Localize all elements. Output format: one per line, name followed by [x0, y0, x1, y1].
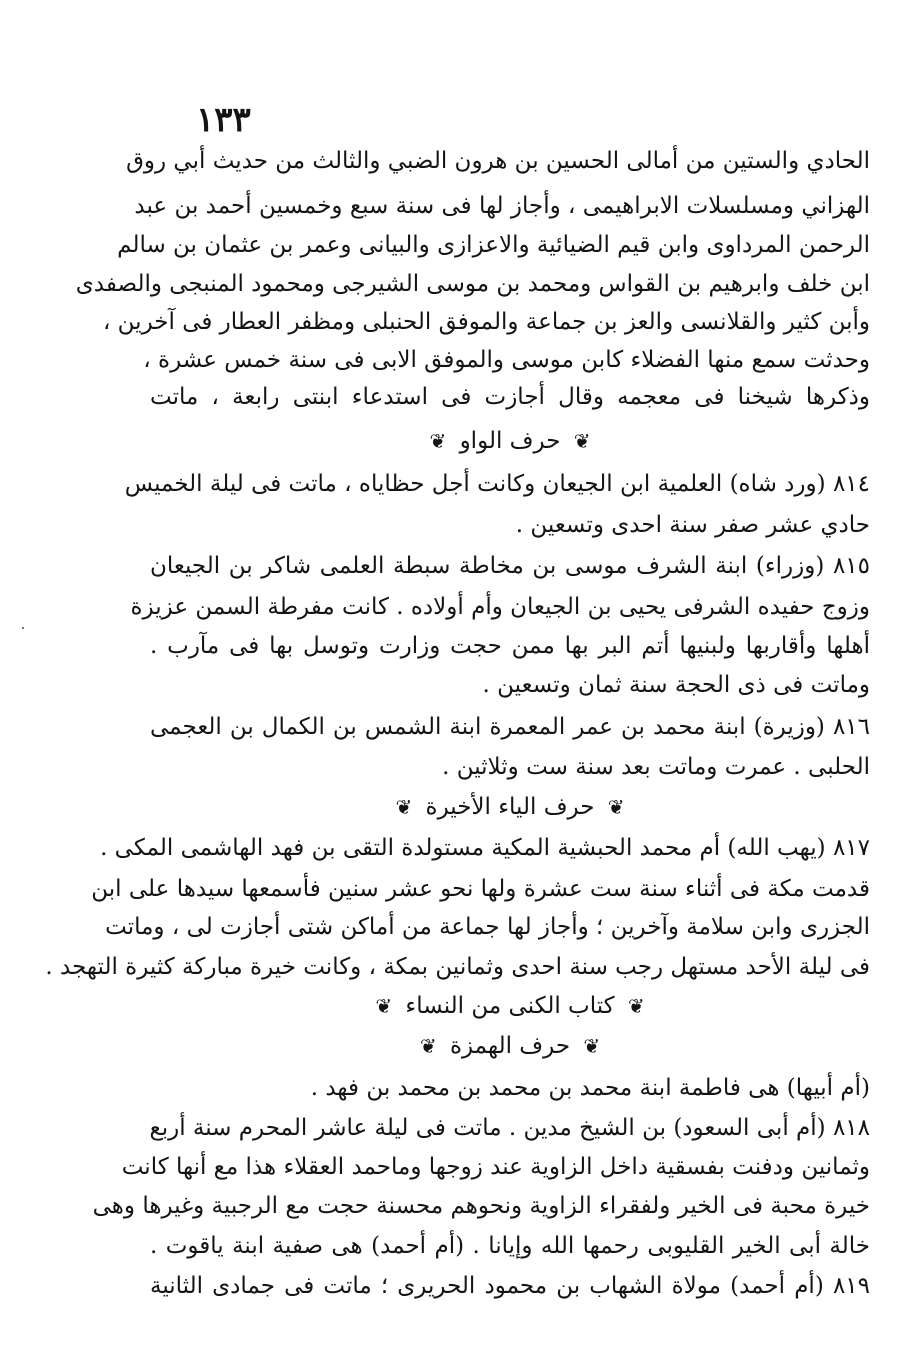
ornament-icon: ❦	[419, 1034, 437, 1058]
ornament-icon: ❦	[607, 795, 625, 819]
section-heading-label: حرف الياء الأخيرة	[425, 794, 595, 820]
text-line: وذكرها شيخنا فى معجمه وقال أجازت فى استدعاء ابنتى رابعة ، ماتت	[150, 384, 870, 410]
text-line: حادي عشر صفر سنة احدى وتسعين .	[515, 512, 870, 538]
text-line: فى ليلة الأحد مستهل رجب سنة احدى وثمانين بمكة ، وكانت خيرة مباركة كثيرة التهجد .	[45, 954, 870, 980]
text-line: وماتت فى ذى الحجة سنة ثمان وتسعين .	[482, 672, 870, 698]
ornament-icon: ❦	[627, 994, 645, 1018]
text-line: ٨١٨ (أم أبى السعود) بن الشيخ مدين . ماتت فى ليلة عاشر المحرم سنة أربع	[149, 1115, 870, 1141]
text-line: أهلها وأقاربها ولبنيها أتم البر بها ممن حجت وزارت وتوسل بها فى مآرب .	[150, 633, 870, 659]
text-line: وزوج حفيده الشرفى يحيى بن الجيعان وأم أولاده . كانت مفرطة السمن عزيزة	[130, 594, 870, 620]
chapter-heading-kuna	[150, 990, 870, 1024]
ornament-icon: ❦	[573, 429, 591, 453]
text-line: الحلبى . عمرت وماتت بعد سنة ست وثلاثين .	[442, 754, 870, 780]
text-line: وحدثت سمع منها الفضلاء كابن موسى والموفق الابى فى سنة خمس عشرة ،	[143, 347, 870, 373]
section-heading-waw	[150, 425, 870, 459]
page-number: ١٣٣	[196, 100, 251, 140]
text-line: ٨١٧ (يهب الله) أم محمد الحبشية المكية مستولدة التقى بن فهد الهاشمى المكى .	[100, 835, 870, 861]
text-line: (أم أبيها) هى فاطمة ابنة محمد بن محمد بن محمد بن فهد .	[310, 1075, 870, 1101]
text-line: قدمت مكة فى أثناء سنة ست عشرة ولها نحو عشر سنين فأسمعها سيدها على ابن	[91, 876, 870, 902]
text-line: وثمانين ودفنت بفسقية داخل الزاوية عند زوجها وماحمد العقلاء هذا مع أنها كانت	[121, 1154, 870, 1180]
ornament-icon: ❦	[583, 1034, 601, 1058]
text-line: الحادي والستين من أمالى الحسين بن هرون الضبي والثالث من حديث أبي روق	[126, 148, 870, 174]
scan-speck	[22, 627, 24, 629]
chapter-heading-label: كتاب الكنى من النساء	[405, 993, 615, 1019]
text-line: الجزرى وابن سلامة وآخرين ؛ وأجاز لها جماعة من أماكن شتى أجازت لى ، وماتت	[105, 914, 870, 940]
text-line: ٨١٩ (أم أحمد) مولاة الشهاب بن محمود الحريرى ؛ ماتت فى جمادى الثانية	[150, 1273, 870, 1299]
section-heading-ya	[150, 791, 870, 825]
ornament-icon: ❦	[395, 795, 413, 819]
text-line: ٨١٦ (وزيرة) ابنة محمد بن عمر المعمرة ابنة الشمس بن الكمال بن العجمى	[150, 714, 870, 740]
section-heading-label: حرف الهمزة	[449, 1033, 571, 1059]
text-line: ٨١٥ (وزراء) ابنة الشرف موسى بن مخاطة سبطة العلمى شاكر بن الجيعان	[150, 553, 870, 579]
text-line: ابن خلف وابرهيم بن القواس ومحمد بن موسى الشيرجى ومحمود المنبجى والصفدى	[75, 271, 870, 297]
text-line: الهزاني ومسلسلات الابراهيمى ، وأجاز لها فى سنة سبع وخمسين أحمد بن عبد	[134, 193, 870, 219]
text-line: الرحمن المرداوى وابن قيم الضيائية والاعزازى والبيانى وعمر بن عثمان بن سالم	[117, 232, 870, 258]
text-line: خيرة محبة فى الخير ولفقراء الزاوية ونحوهم محسنة حجت مع الرجبية وغيرها وهى	[92, 1193, 870, 1219]
text-line: وأبن كثير والقلانسى والعز بن جماعة والموفق الحنبلى ومظفر العطار فى آخرين ،	[102, 309, 870, 335]
ornament-icon: ❦	[429, 429, 447, 453]
ornament-icon: ❦	[375, 994, 393, 1018]
section-heading-label: حرف الواو	[459, 428, 561, 454]
section-heading-hamza	[150, 1030, 870, 1064]
text-line: خالة أبى الخير القليوبى رحمها الله وإيانا . (أم أحمد) هى صفية ابنة ياقوت .	[150, 1233, 870, 1259]
text-line: ٨١٤ (ورد شاه) العلمية ابن الجيعان وكانت أجل حظاياه ، ماتت فى ليلة الخميس	[124, 471, 870, 497]
